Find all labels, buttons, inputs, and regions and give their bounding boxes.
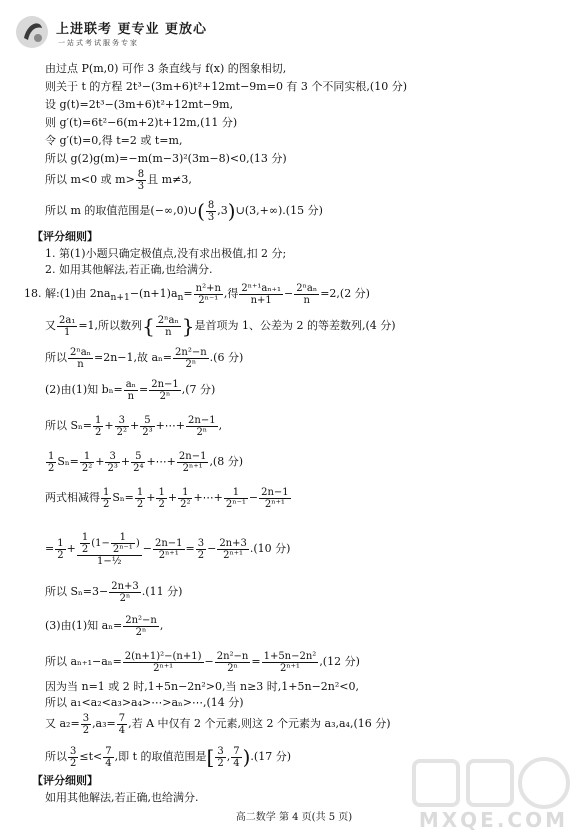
rubric-title-2: 【评分细则】 [32, 774, 98, 787]
fraction: $\frac{\text{2n²−n}}{\text{2ⁿ}}$ [125, 614, 157, 638]
fraction: $\frac{2n+3}{\text{2ⁿ⁺¹}}$ [219, 537, 247, 561]
fraction: $\frac{\text{aₙ}}{n}$ [125, 378, 136, 402]
q18-line-1: 18. 解:(1)由 $2na_{n+1}-(n+1)a_n=$ $\frac{\text{n²+n}}{\text{2ⁿ⁻¹}}$ ,得 $\frac{\text{2ⁿ⁺¹aₙ₊₁}}{n+1}$ − $\frac{\text{2ⁿaₙ}}{n}$ =2,(2 分) [24, 282, 370, 306]
page-footer: 高二数学 第 4 页(共 5 页) [235, 812, 353, 823]
fraction: $\frac{2n-1}{\text{2ⁿ}}$ [151, 378, 179, 402]
q18-line-9: 所以 Sₙ=3− $\frac{2n+3}{\text{2ⁿ}}$ .(11 分) [45, 580, 183, 604]
q18-line-6: $\frac{1}{2}$ Sₙ= $\frac{1}{\text{2²}}$ + $\frac{3}{\text{2³}}$ + $\frac{5}{\text{2⁴}}$ +⋯+ $\frac{2n-1}{\text{2ⁿ⁺¹}}$ ,(8 分) [48, 450, 244, 474]
q17-line-8: 所以 m 的取值范围是(−∞,0)∪( $\frac{8}{3}$ ,3)∪(3,+∞).(15 分) [45, 199, 323, 223]
fraction: $\frac{1}{\text{2²}}$ [180, 486, 191, 510]
q18-line-14: 又 a₂= $\frac{3}{2}$ ,a₃= $\frac{7}{4}$ ,若 A 中仅有 2 个元素,则这 2 个元素为 a₃,a₄,(16 分) [45, 712, 391, 736]
compound-fraction: $\frac{1}{2}$ (1− $\frac{1}{\text{2ⁿ⁻¹}}$ ) 1−½ [77, 532, 142, 567]
q18-line-12: 因为当 n=1 或 2 时,1+5n−2n²>0,当 n≥3 时,1+5n−2n²<0, [45, 680, 360, 693]
fraction: $\frac{1}{\text{2²}}$ [81, 450, 93, 474]
fraction: $\frac{\text{2n²−n}}{\text{2ⁿ}}$ [216, 650, 249, 674]
fraction: $\frac{1}{2}$ [57, 537, 64, 561]
q18-line-11: 所以 aₙ₊₁−aₙ= $\frac{\text{2(n+1)²−(n+1)}}{\text{2ⁿ⁺¹}}$ − $\frac{\text{2n²−n}}{\text{2ⁿ}}$ = $\frac{\text{1+5n−2n²}}{\text{2ⁿ⁺¹}}$ ,(12 分) [45, 650, 360, 674]
fraction: $\frac{1}{2}$ [48, 450, 55, 474]
rubric2-item: 如用其他解法,若正确,也给满分. [45, 791, 199, 804]
q18-line-8: = $\frac{1}{2}$ + $\frac{1}{2}$ (1− $\frac{1}{\text{2ⁿ⁻¹}}$ ) 1−½ − $\frac{2n-1}{\text{2ⁿ⁺¹}}$ = $\frac{3}{2}$ − $\frac{2n+3}{\text{2ⁿ⁺¹}}$ .(10 分) [45, 531, 291, 567]
q18-line-3: 所以 $\frac{\text{2ⁿaₙ}}{n}$ =2n−1,故 aₙ= $\frac{\text{2n²−n}}{\text{2ⁿ}}$ .(6 分) [45, 346, 244, 370]
q18-line-5: 所以 Sₙ= $\frac{1}{2}$ + $\frac{3}{\text{2²}}$ + $\frac{5}{\text{2³}}$ +⋯+ $\frac{2n-1}{\text{2ⁿ}}$ , [45, 414, 223, 438]
fraction: $\frac{1}{2}$ [158, 486, 165, 510]
brand-tagline: 一站式考试服务专家 [58, 39, 139, 47]
fraction: $\frac{8}{3}$ [207, 199, 215, 223]
q17-line-3: 设 g(t)=2t³−(3m+6)t²+12mt−9m, [45, 98, 234, 111]
fraction: $\frac{3}{2}$ [197, 537, 205, 561]
fraction: $\frac{7}{4}$ [118, 712, 126, 736]
fraction: $\frac{\text{n²+n}}{\text{2ⁿ⁻¹}}$ [195, 282, 221, 306]
fraction: $\frac{1}{2}$ [103, 486, 110, 510]
fraction: $\frac{2n-1}{\text{2ⁿ⁺¹}}$ [178, 450, 207, 474]
fraction: $\frac{3}{\text{2²}}$ [116, 414, 127, 438]
fraction: $\frac{\text{2(n+1)²−(n+1)}}{\text{2ⁿ⁺¹}}$ [124, 650, 202, 674]
q18-line-2: 又 $\frac{\text{2a₁}}{1}$ =1,所以数列{ $\frac{\text{2ⁿaₙ}}{n}$ }是首项为 1、公差为 2 的等差数列,(4 分) [45, 314, 396, 338]
fraction: $\frac{\text{2n²−n}}{\text{2ⁿ}}$ [175, 346, 207, 370]
fraction: $\frac{7}{4}$ [233, 745, 240, 769]
fraction: $\frac{2n-1}{\text{2ⁿ⁺¹}}$ [154, 537, 183, 561]
fraction: $\frac{1}{2}$ [81, 531, 89, 555]
fraction: $\frac{3}{2}$ [82, 712, 90, 736]
fraction: $\frac{\text{2ⁿaₙ}}{n}$ [70, 346, 91, 370]
header [14, 12, 254, 52]
rubric-title-1: 【评分细则】 [32, 230, 98, 243]
q18-line-4: (2)由(1)知 bₙ= $\frac{\text{aₙ}}{n}$ = $\frac{2n-1}{\text{2ⁿ}}$ ,(7 分) [45, 378, 216, 402]
fraction: $\frac{2n-1}{\text{2ⁿ⁺¹}}$ [261, 486, 289, 510]
fraction: $\frac{\text{2ⁿ⁺¹aₙ₊₁}}{n+1}$ [241, 282, 281, 306]
q17-line-2: 则关于 t 的方程 2t³−(3m+6)t²+12mt−9m=0 有 3 个不同实根,(10 分) [45, 80, 407, 93]
fraction: $\frac{8}{3}$ [137, 168, 145, 192]
fraction: $\frac{3}{2}$ [70, 745, 77, 769]
fraction: $\frac{5}{\text{2⁴}}$ [133, 450, 144, 474]
rubric-item-2: 2. 如用其他解法,若正确,也给满分. [45, 263, 213, 276]
q17-line-5: 令 g′(t)=0,得 t=2 或 t=m, [45, 134, 183, 147]
q18-line-10: (3)由(1)知 aₙ= $\frac{\text{2n²−n}}{\text{2ⁿ}}$ , [45, 614, 164, 638]
fraction: $\frac{2n+3}{\text{2ⁿ}}$ [111, 580, 139, 604]
q17-line-6: 所以 g(2)g(m)=−m(m−3)²(3m−8)<0,(13 分) [45, 152, 287, 165]
fraction: $\frac{\text{2ⁿaₙ}}{n}$ [157, 314, 179, 338]
watermark-text: MXQE.COM [418, 808, 568, 832]
fraction: $\frac{\text{2a₁}}{1}$ [59, 314, 76, 338]
q18-line-13: 所以 a₁<a₂<a₃>a₄>⋯>aₙ>⋯,(14 分) [45, 696, 244, 709]
fraction: $\frac{\text{1+5n−2n²}}{\text{2ⁿ⁺¹}}$ [263, 650, 317, 674]
q18-line-7: 两式相减得 $\frac{1}{2}$ Sₙ= $\frac{1}{2}$ + $\frac{1}{2}$ + $\frac{1}{\text{2²}}$ +⋯+ $\frac{1}{\text{2ⁿ⁻¹}}$ − $\frac{2n-1}{\text{2ⁿ⁺¹}}$ [45, 486, 289, 510]
fraction: $\frac{5}{\text{2³}}$ [142, 414, 153, 438]
brand-name: 上进联考 更专业 更放心 [56, 22, 208, 37]
logo-icon [14, 14, 50, 50]
fraction: $\frac{1}{2}$ [95, 414, 102, 438]
fraction: $\frac{1}{\text{2ⁿ⁻¹}}$ [112, 531, 133, 555]
fraction: $\frac{3}{2}$ [217, 745, 224, 769]
fraction: $\frac{3}{\text{2³}}$ [107, 450, 118, 474]
q17-line-1: 由过点 P(m,0) 可作 3 条直线与 f(x) 的图象相切, [45, 62, 287, 75]
q17-line-7: 所以 m<0 或 m> $\frac{8}{3}$ 且 m≠3, [45, 168, 192, 192]
fraction: $\frac{1}{2}$ [136, 486, 144, 510]
fraction: $\frac{1}{\text{2ⁿ⁻¹}}$ [225, 486, 246, 510]
fraction: $\frac{2n-1}{\text{2ⁿ}}$ [188, 414, 216, 438]
fraction: $\frac{7}{4}$ [105, 745, 112, 769]
fraction: $\frac{\text{2ⁿaₙ}}{n}$ [296, 282, 318, 306]
q17-line-4: 则 g′(t)=6t²−6(m+2)t+12m,(11 分) [45, 116, 238, 129]
q18-line-15: 所以 $\frac{3}{2}$ ≤t< $\frac{7}{4}$ ,即 t 的取值范围是[ $\frac{3}{2}$ , $\frac{7}{4}$ ).(17 分) [45, 745, 291, 769]
rubric-item-1: 1. 第(1)小题只确定极值点,没有求出极值,扣 2 分; [45, 247, 287, 260]
